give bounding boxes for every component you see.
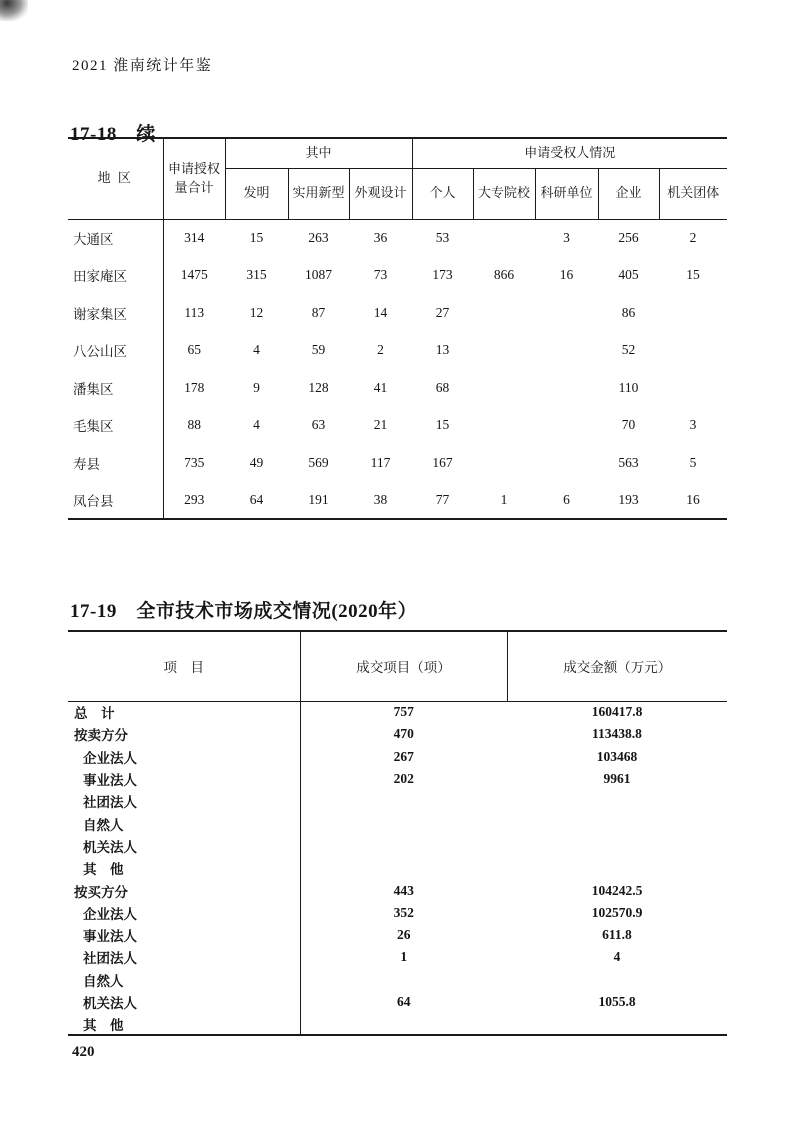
value-cell: 15 bbox=[249, 230, 264, 245]
table-row bbox=[68, 257, 727, 295]
count-cell bbox=[300, 1013, 507, 1035]
value-cell: 15 bbox=[435, 417, 450, 433]
item-label-cell: 企业法人 bbox=[68, 746, 300, 768]
count-cell: 267 bbox=[393, 748, 414, 764]
book-title: 2021 淮南统计年鉴 bbox=[72, 58, 213, 74]
col-header-research-unit: 科研单位 bbox=[535, 168, 598, 219]
table1-title: 17-18 续 bbox=[70, 123, 156, 145]
item-label-cell: 事业法人 bbox=[68, 924, 300, 946]
value-cell: 6 bbox=[563, 491, 570, 507]
count-cell: 1 bbox=[400, 949, 408, 965]
amount-cell bbox=[507, 857, 727, 879]
value-cell: 12 bbox=[249, 304, 264, 320]
value-cell: 68 bbox=[435, 379, 450, 395]
value-cell: 315 bbox=[246, 267, 267, 283]
item-label-cell: 按卖方分 bbox=[68, 723, 300, 745]
amount-cell bbox=[507, 812, 727, 834]
table-row bbox=[68, 1013, 727, 1035]
count-cell bbox=[300, 812, 507, 834]
value-cell: 2 bbox=[689, 230, 697, 245]
amount-cell: 160417.8 bbox=[591, 704, 643, 720]
value-cell: 87 bbox=[311, 304, 326, 320]
col-header-individual: 个人 bbox=[412, 168, 473, 219]
value-cell bbox=[659, 332, 727, 370]
col-header-enterprise: 企业 bbox=[598, 168, 659, 219]
amount-cell bbox=[507, 1013, 727, 1035]
count-cell bbox=[300, 969, 507, 991]
value-cell: 65 bbox=[187, 342, 201, 358]
item-label-cell: 企业法人 bbox=[68, 902, 300, 924]
value-cell: 13 bbox=[435, 342, 450, 358]
value-cell: 49 bbox=[249, 454, 264, 470]
table-row bbox=[68, 969, 727, 991]
value-cell: 113 bbox=[184, 304, 205, 320]
count-cell: 26 bbox=[397, 927, 411, 943]
value-cell: 569 bbox=[308, 454, 329, 470]
value-cell bbox=[659, 294, 727, 332]
amount-cell bbox=[507, 790, 727, 812]
value-cell bbox=[473, 332, 535, 370]
value-cell: 86 bbox=[621, 304, 636, 320]
value-cell: 117 bbox=[370, 454, 391, 470]
value-cell bbox=[473, 294, 535, 332]
region-cell: 寿县 bbox=[68, 444, 163, 482]
col-header-gov-org: 机关团体 bbox=[659, 168, 727, 219]
value-cell: 128 bbox=[308, 379, 329, 395]
value-cell: 14 bbox=[373, 304, 388, 320]
table-row bbox=[68, 723, 727, 745]
value-cell: 3 bbox=[689, 417, 697, 433]
value-cell: 21 bbox=[373, 417, 388, 433]
table-row bbox=[68, 790, 727, 812]
item-label-cell: 事业法人 bbox=[68, 768, 300, 790]
table-row bbox=[68, 857, 727, 879]
value-cell bbox=[535, 332, 598, 370]
scan-artifact bbox=[0, 0, 28, 21]
table-row bbox=[68, 946, 727, 968]
col-header-deal-count: 成交项目（项） bbox=[300, 631, 507, 701]
table-row bbox=[68, 332, 727, 370]
count-cell: 64 bbox=[397, 994, 411, 1009]
value-cell: 2 bbox=[377, 342, 384, 358]
col-header-region: 地 区 bbox=[68, 138, 163, 219]
value-cell bbox=[659, 369, 727, 407]
amount-cell: 104242.5 bbox=[591, 882, 643, 898]
patent-grant-table bbox=[68, 137, 727, 520]
value-cell bbox=[473, 219, 535, 257]
value-cell: 64 bbox=[249, 491, 264, 507]
table-row bbox=[68, 902, 727, 924]
value-cell: 16 bbox=[559, 267, 574, 283]
amount-cell: 1055.8 bbox=[598, 994, 636, 1009]
value-cell: 52 bbox=[621, 342, 636, 358]
value-cell: 110 bbox=[618, 379, 639, 395]
count-cell bbox=[300, 835, 507, 857]
value-cell bbox=[473, 407, 535, 445]
value-cell bbox=[473, 444, 535, 482]
table-row bbox=[68, 768, 727, 790]
col-header-item: 项 目 bbox=[68, 631, 300, 701]
table-row bbox=[68, 294, 727, 332]
table-row bbox=[68, 219, 727, 257]
table2-title: 17-19 全市技术市场成交情况(2020年） bbox=[70, 600, 418, 622]
value-cell bbox=[535, 369, 598, 407]
table-row bbox=[68, 369, 727, 407]
amount-cell bbox=[507, 835, 727, 857]
value-cell: 866 bbox=[493, 267, 515, 283]
table-row bbox=[68, 444, 727, 482]
table-row bbox=[68, 746, 727, 768]
table-row bbox=[68, 482, 727, 520]
value-cell: 41 bbox=[373, 379, 388, 395]
value-cell: 3 bbox=[563, 230, 570, 245]
value-cell bbox=[473, 369, 535, 407]
value-cell: 5 bbox=[689, 454, 697, 470]
amount-cell: 9961 bbox=[603, 771, 631, 787]
value-cell: 735 bbox=[184, 454, 205, 470]
amount-cell: 611.8 bbox=[602, 927, 632, 943]
col-header-college: 大专院校 bbox=[473, 168, 535, 219]
value-cell: 1475 bbox=[180, 267, 208, 283]
value-cell: 9 bbox=[253, 379, 260, 395]
count-cell: 202 bbox=[393, 771, 414, 787]
count-cell: 352 bbox=[393, 904, 414, 920]
table-row bbox=[68, 879, 727, 901]
table-row bbox=[68, 991, 727, 1013]
value-cell: 77 bbox=[435, 491, 450, 507]
value-cell: 59 bbox=[311, 342, 326, 358]
region-cell: 八公山区 bbox=[68, 332, 163, 370]
value-cell: 70 bbox=[621, 417, 636, 433]
count-cell: 757 bbox=[393, 704, 414, 720]
item-label-cell: 其 他 bbox=[68, 857, 300, 879]
page-number: 420 bbox=[72, 1044, 95, 1060]
value-cell: 167 bbox=[432, 454, 453, 470]
value-cell: 38 bbox=[373, 491, 388, 507]
region-cell: 大通区 bbox=[68, 219, 163, 257]
amount-cell: 103468 bbox=[596, 748, 638, 764]
col-header-total-grants: 申请授权量合计 bbox=[163, 138, 225, 219]
value-cell: 314 bbox=[184, 230, 205, 245]
col-header-among-which: 其中 bbox=[225, 138, 412, 168]
value-cell: 1087 bbox=[305, 267, 332, 283]
value-cell: 36 bbox=[373, 230, 388, 245]
value-cell: 63 bbox=[311, 417, 326, 433]
region-cell: 潘集区 bbox=[68, 369, 163, 407]
region-cell: 田家庵区 bbox=[68, 257, 163, 295]
value-cell: 53 bbox=[435, 230, 450, 245]
value-cell: 4 bbox=[253, 417, 260, 433]
table-row bbox=[68, 407, 727, 445]
count-cell: 443 bbox=[393, 882, 414, 898]
table-row bbox=[68, 835, 727, 857]
count-cell bbox=[300, 857, 507, 879]
value-cell: 191 bbox=[308, 491, 329, 507]
value-cell: 173 bbox=[432, 267, 453, 283]
value-cell: 16 bbox=[686, 491, 700, 507]
item-label-cell: 社团法人 bbox=[68, 790, 300, 812]
value-cell: 73 bbox=[373, 267, 388, 283]
value-cell: 193 bbox=[618, 491, 639, 507]
amount-cell: 113438.8 bbox=[592, 726, 642, 742]
col-header-invention: 发明 bbox=[225, 168, 288, 219]
item-label-cell: 社团法人 bbox=[68, 946, 300, 968]
value-cell bbox=[535, 294, 598, 332]
col-header-utility-model: 实用新型 bbox=[288, 168, 349, 219]
item-label-cell: 按买方分 bbox=[68, 879, 300, 901]
value-cell bbox=[535, 407, 598, 445]
tech-market-table bbox=[68, 630, 727, 1036]
item-label-cell: 机关法人 bbox=[68, 835, 300, 857]
value-cell: 4 bbox=[253, 342, 260, 358]
value-cell: 563 bbox=[618, 454, 639, 470]
count-cell: 470 bbox=[393, 726, 414, 742]
value-cell: 293 bbox=[184, 491, 205, 507]
value-cell bbox=[535, 444, 598, 482]
col-header-deal-amount: 成交金额（万元） bbox=[507, 631, 727, 701]
value-cell: 256 bbox=[618, 230, 639, 245]
amount-cell: 102570.9 bbox=[591, 904, 643, 920]
value-cell: 88 bbox=[187, 417, 201, 433]
col-header-design: 外观设计 bbox=[349, 168, 412, 219]
item-label-cell: 机关法人 bbox=[68, 991, 300, 1013]
amount-cell bbox=[507, 969, 727, 991]
item-label-cell: 自然人 bbox=[68, 812, 300, 834]
value-cell: 263 bbox=[308, 230, 329, 245]
region-cell: 谢家集区 bbox=[68, 294, 163, 332]
value-cell: 1 bbox=[500, 491, 508, 507]
value-cell: 27 bbox=[435, 304, 450, 320]
count-cell bbox=[300, 790, 507, 812]
item-label-cell: 其 他 bbox=[68, 1013, 300, 1035]
region-cell: 凤台县 bbox=[68, 482, 163, 520]
col-header-grantee-type: 申请受权人情况 bbox=[412, 138, 727, 168]
region-cell: 毛集区 bbox=[68, 407, 163, 445]
value-cell: 15 bbox=[686, 267, 700, 283]
value-cell: 405 bbox=[618, 267, 639, 283]
item-label-cell: 总 计 bbox=[68, 701, 300, 723]
item-label-cell: 自然人 bbox=[68, 969, 300, 991]
value-cell: 178 bbox=[184, 379, 205, 395]
table-row bbox=[68, 701, 727, 723]
table-row bbox=[68, 924, 727, 946]
amount-cell: 4 bbox=[613, 949, 621, 965]
table-row bbox=[68, 812, 727, 834]
